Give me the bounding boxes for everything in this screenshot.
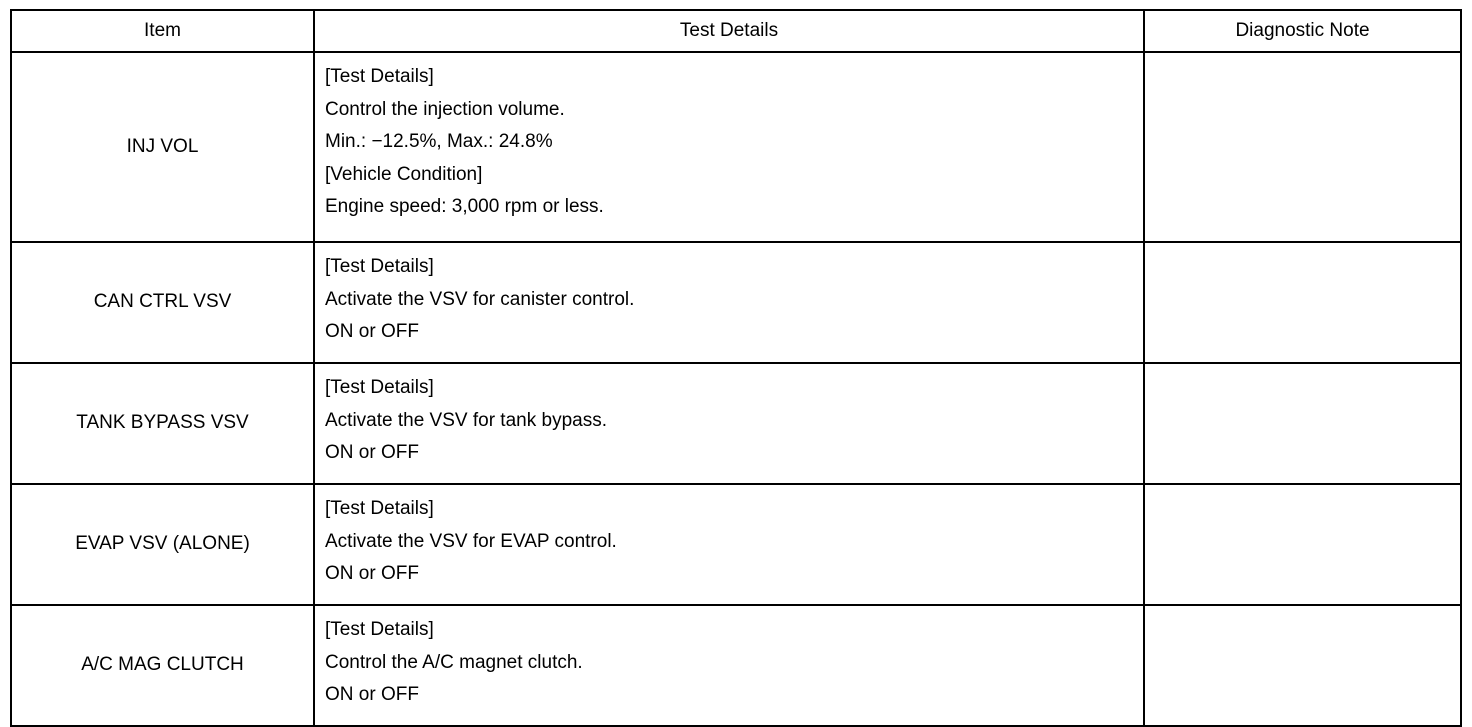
table-row [11,363,1461,484]
detail-line: Activate the VSV for canister control. [325,288,635,310]
detail-line: Engine speed: 3,000 rpm or less. [325,196,604,217]
column-header-item: Item [11,10,314,52]
detail-line: ON or OFF [325,684,419,705]
active-test-table-container [10,9,1462,727]
detail-line: ON or OFF [325,563,419,584]
detail-line: ON or OFF [325,442,419,463]
detail-line: [Test Details] [325,619,434,640]
diagnostic-note-cell [1144,242,1461,363]
test-details-cell [314,52,1144,242]
diagnostic-note-cell [1144,484,1461,605]
detail-line: [Test Details] [325,377,434,398]
detail-line: [Vehicle Condition] [325,163,483,185]
table-row [11,52,1461,242]
item-cell: CAN CTRL VSV [11,242,314,363]
detail-line: [Test Details] [325,498,434,519]
detail-line: Activate the VSV for tank bypass. [325,409,607,431]
item-cell: EVAP VSV (ALONE) [11,484,314,605]
test-details-cell [314,484,1144,605]
diagnostic-note-cell [1144,363,1461,484]
column-header-diagnostic-note: Diagnostic Note [1144,10,1461,52]
test-details-cell [314,363,1144,484]
detail-line: Activate the VSV for EVAP control. [325,530,617,552]
table-row [11,484,1461,605]
test-details-cell [314,242,1144,363]
detail-line: Control the A/C magnet clutch. [325,651,583,673]
detail-line: [Test Details] [325,256,434,277]
item-cell: A/C MAG CLUTCH [11,605,314,726]
active-test-table [10,9,1462,727]
detail-line: Control the injection volume. [325,98,565,120]
item-cell: TANK BYPASS VSV [11,363,314,484]
detail-line: Min.: −12.5%, Max.: 24.8% [325,131,553,152]
column-header-test-details: Test Details [314,10,1144,52]
item-cell: INJ VOL [11,52,314,242]
diagnostic-note-cell [1144,52,1461,242]
table-row [11,242,1461,363]
detail-line: [Test Details] [325,66,434,87]
table-header-row [11,10,1461,52]
detail-line: ON or OFF [325,321,419,342]
